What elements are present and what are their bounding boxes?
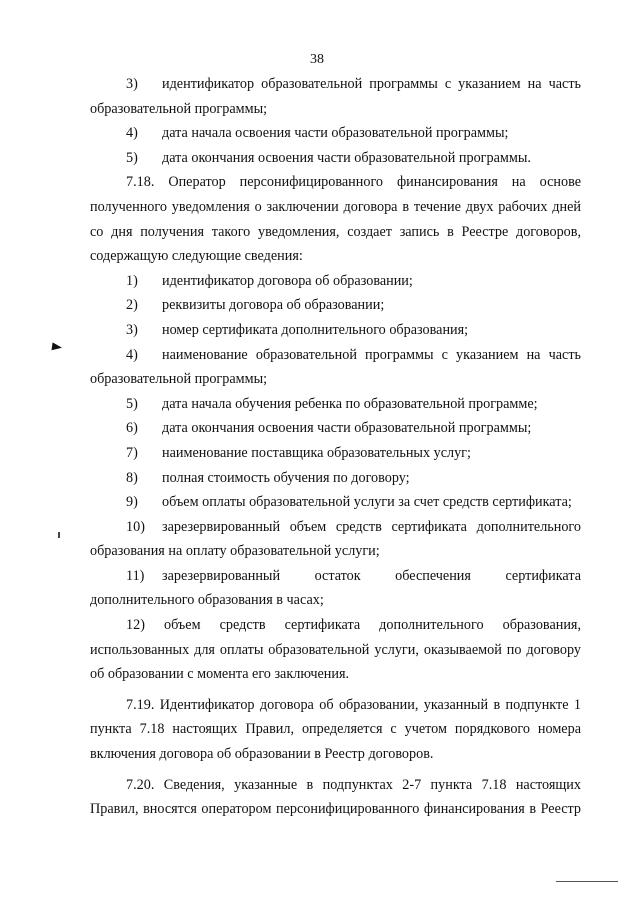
list-item-continuation: образовательной программы; [90, 371, 268, 388]
paragraph-7-19-line: включения договора об образовании в Реестр договоров. [90, 746, 434, 763]
arrow-marker-icon [51, 342, 62, 351]
list-item: 3) идентификатор образовательной программы с указанием на часть [126, 76, 581, 92]
list-item-continuation: дополнительного образования в часах; [90, 592, 324, 609]
list-item: 6) дата окончания освоения части образовательной программы; [126, 420, 532, 437]
list-item: 1) идентификатор договора об образовании; [126, 272, 413, 289]
paragraph-7-18-line: содержащую следующие сведения: [90, 248, 303, 265]
list-item-continuation: образовательной программы; [90, 100, 268, 117]
paragraph-7-18-line: 7.18. Оператор персонифицированного финансирования на основе [126, 174, 581, 191]
footer-rule [556, 881, 618, 882]
paragraph-7-19-line: пункта 7.18 настоящих Правил, определяется с учетом порядкового номера [90, 721, 581, 738]
list-item: 4) дата начала освоения части образовательной программы; [126, 125, 509, 142]
paragraph-7-19-line: 7.19. Идентификатор договора об образовании, указанный в подпункте 1 [126, 696, 581, 713]
paragraph-7-18-line: со дня получения такого уведомления, создает запись в Реестре договоров, [90, 223, 581, 240]
page-number: 38 [310, 52, 324, 67]
list-item: 7) наименование поставщика образовательных услуг; [126, 444, 471, 461]
list-item-12-line: 12) объем средств сертификата дополнительного образования, [126, 617, 581, 634]
list-item-12-line: использованных для оплаты образовательной услуги, оказываемой по договору [90, 641, 581, 658]
list-item: 10) зарезервированный объем средств сертификата дополнительного [126, 518, 581, 535]
list-item: 5) дата начала обучения ребенка по образовательной программе; [126, 395, 538, 412]
list-item: 11) зарезервированный остаток обеспечения сертификата [126, 567, 581, 584]
list-item: 8) полная стоимость обучения по договору; [126, 469, 410, 486]
paragraph-7-20-line: 7.20. Сведения, указанные в подпунктах 2-7 пункта 7.18 настоящих [126, 776, 581, 793]
list-item: 5) дата окончания освоения части образовательной программы. [126, 149, 531, 166]
list-item: 9) объем оплаты образовательной услуги за счет средств сертификата; [126, 494, 572, 511]
scan-speck [58, 532, 60, 538]
list-item: 2) реквизиты договора об образовании; [126, 297, 385, 314]
list-item-continuation: образования на оплату образовательной услуги; [90, 543, 380, 560]
list-item: 4) наименование образовательной программы с указанием на часть [126, 346, 581, 363]
paragraph-7-18-line: полученного уведомления о заключении договора в течение двух рабочих дней [90, 198, 581, 215]
list-item: 3) номер сертификата дополнительного образования; [126, 321, 469, 338]
paragraph-7-20-line: Правил, вносятся оператором персонифицированного финансирования в Реестр [90, 801, 581, 818]
document-body [90, 72, 581, 822]
list-item-12-line: об образовании с момента его заключения. [90, 666, 350, 683]
